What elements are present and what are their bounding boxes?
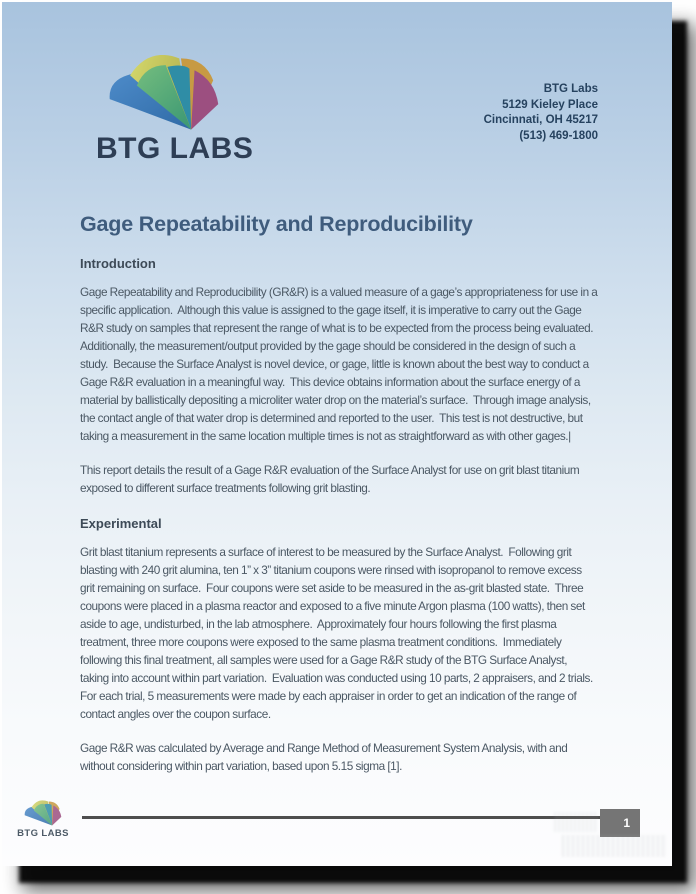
address-line: (513) 469-1800: [519, 129, 598, 142]
section-experimental: [80, 516, 598, 775]
letterhead: [80, 2, 598, 164]
watermark-artifact: [554, 812, 598, 832]
page-number-badge: 1: [600, 809, 640, 837]
footer-logo: [15, 800, 71, 839]
btg-fan-logo-icon: [23, 800, 63, 827]
address-line: BTG Labs: [543, 83, 598, 95]
paragraph: Gage Repeatability and Reproducibility (GR&R) is a valued measure of a gage’s appropriateness for use in a specific application. Although this value is assigned to the gage itself, it is imperative to carry out the Gage R&R study on samples that represent the range of what is to be expected from the process being evaluated. Additionally, the measurement/output provided by the gage should be considered in the design of such a study. Because the Surface Analyst is novel device, or gage, little is known about the best way to conduct a Gage R&R evaluation in a meaningful way. This device obtains information about the surface energy of a material by ballistically depositing a microliter water drop on the material’s surface. Through image analysis, the contact angle of that water drop is determined and reported to the user. This test is not destructive, but taking a measurement in the same location multiple times is not as straightforward as with other gages.|: [80, 285, 601, 443]
footer-rule: [82, 816, 601, 819]
btg-fan-logo-icon: [96, 55, 232, 133]
address-line: 5129 Kieley Place: [502, 98, 598, 111]
section-introduction: [80, 256, 601, 497]
logo-wordmark: BTG LABS: [96, 132, 254, 165]
paragraph: This report details the result of a Gage R&R evaluation of the Surface Analyst for use on grit blast titanium exposed to different surface treatments following grit blasting.: [80, 463, 582, 495]
paragraph: Gage R&R was calculated by Average and Range Method of Measurement System Analysis, with and without considering within part variation, based upon 5.15 sigma [1].: [80, 741, 571, 773]
paragraph: Grit blast titanium represents a surface of interest to be measured by the Surface Analyst. Following grit blasting with 240 grit alumina, ten 1” x 3” titanium coupons were rinsed with isopropanol to remove excess grit remaining on surface. Four coupons were set aside to be measured in the as-grit blasted state. Three coupons were placed in a plasma reactor and exposed to a five minute Argon plasma (100 watts), then set aside to age, undisturbed, in the lab atmosphere. Approximately four hours following the first plasma treatment, three more coupons were exposed to the same plasma treatment conditions. Immediately following this final treatment, all samples were used for a Gage R&R study of the BTG Surface Analyst, taking into account within part variation. Evaluation was conducted using 10 parts, 2 appraisers, and 2 trials. For each trial, 5 measurements were made by each appraiser in order to get an indication of the range of contact angles over the coupon surface.: [80, 545, 599, 721]
company-logo: [96, 55, 253, 164]
document-page: [2, 2, 672, 866]
document-title: Gage Repeatability and Reproducibility: [80, 212, 473, 236]
address-block: [484, 82, 598, 144]
section-heading: Introduction: [80, 256, 156, 271]
page-footer: [2, 795, 672, 866]
address-line: Cincinnati, OH 45217: [483, 114, 598, 126]
section-heading: Experimental: [80, 516, 162, 531]
footer-logo-wordmark: BTG LABS: [17, 828, 69, 839]
watermark-artifact: [562, 835, 667, 857]
